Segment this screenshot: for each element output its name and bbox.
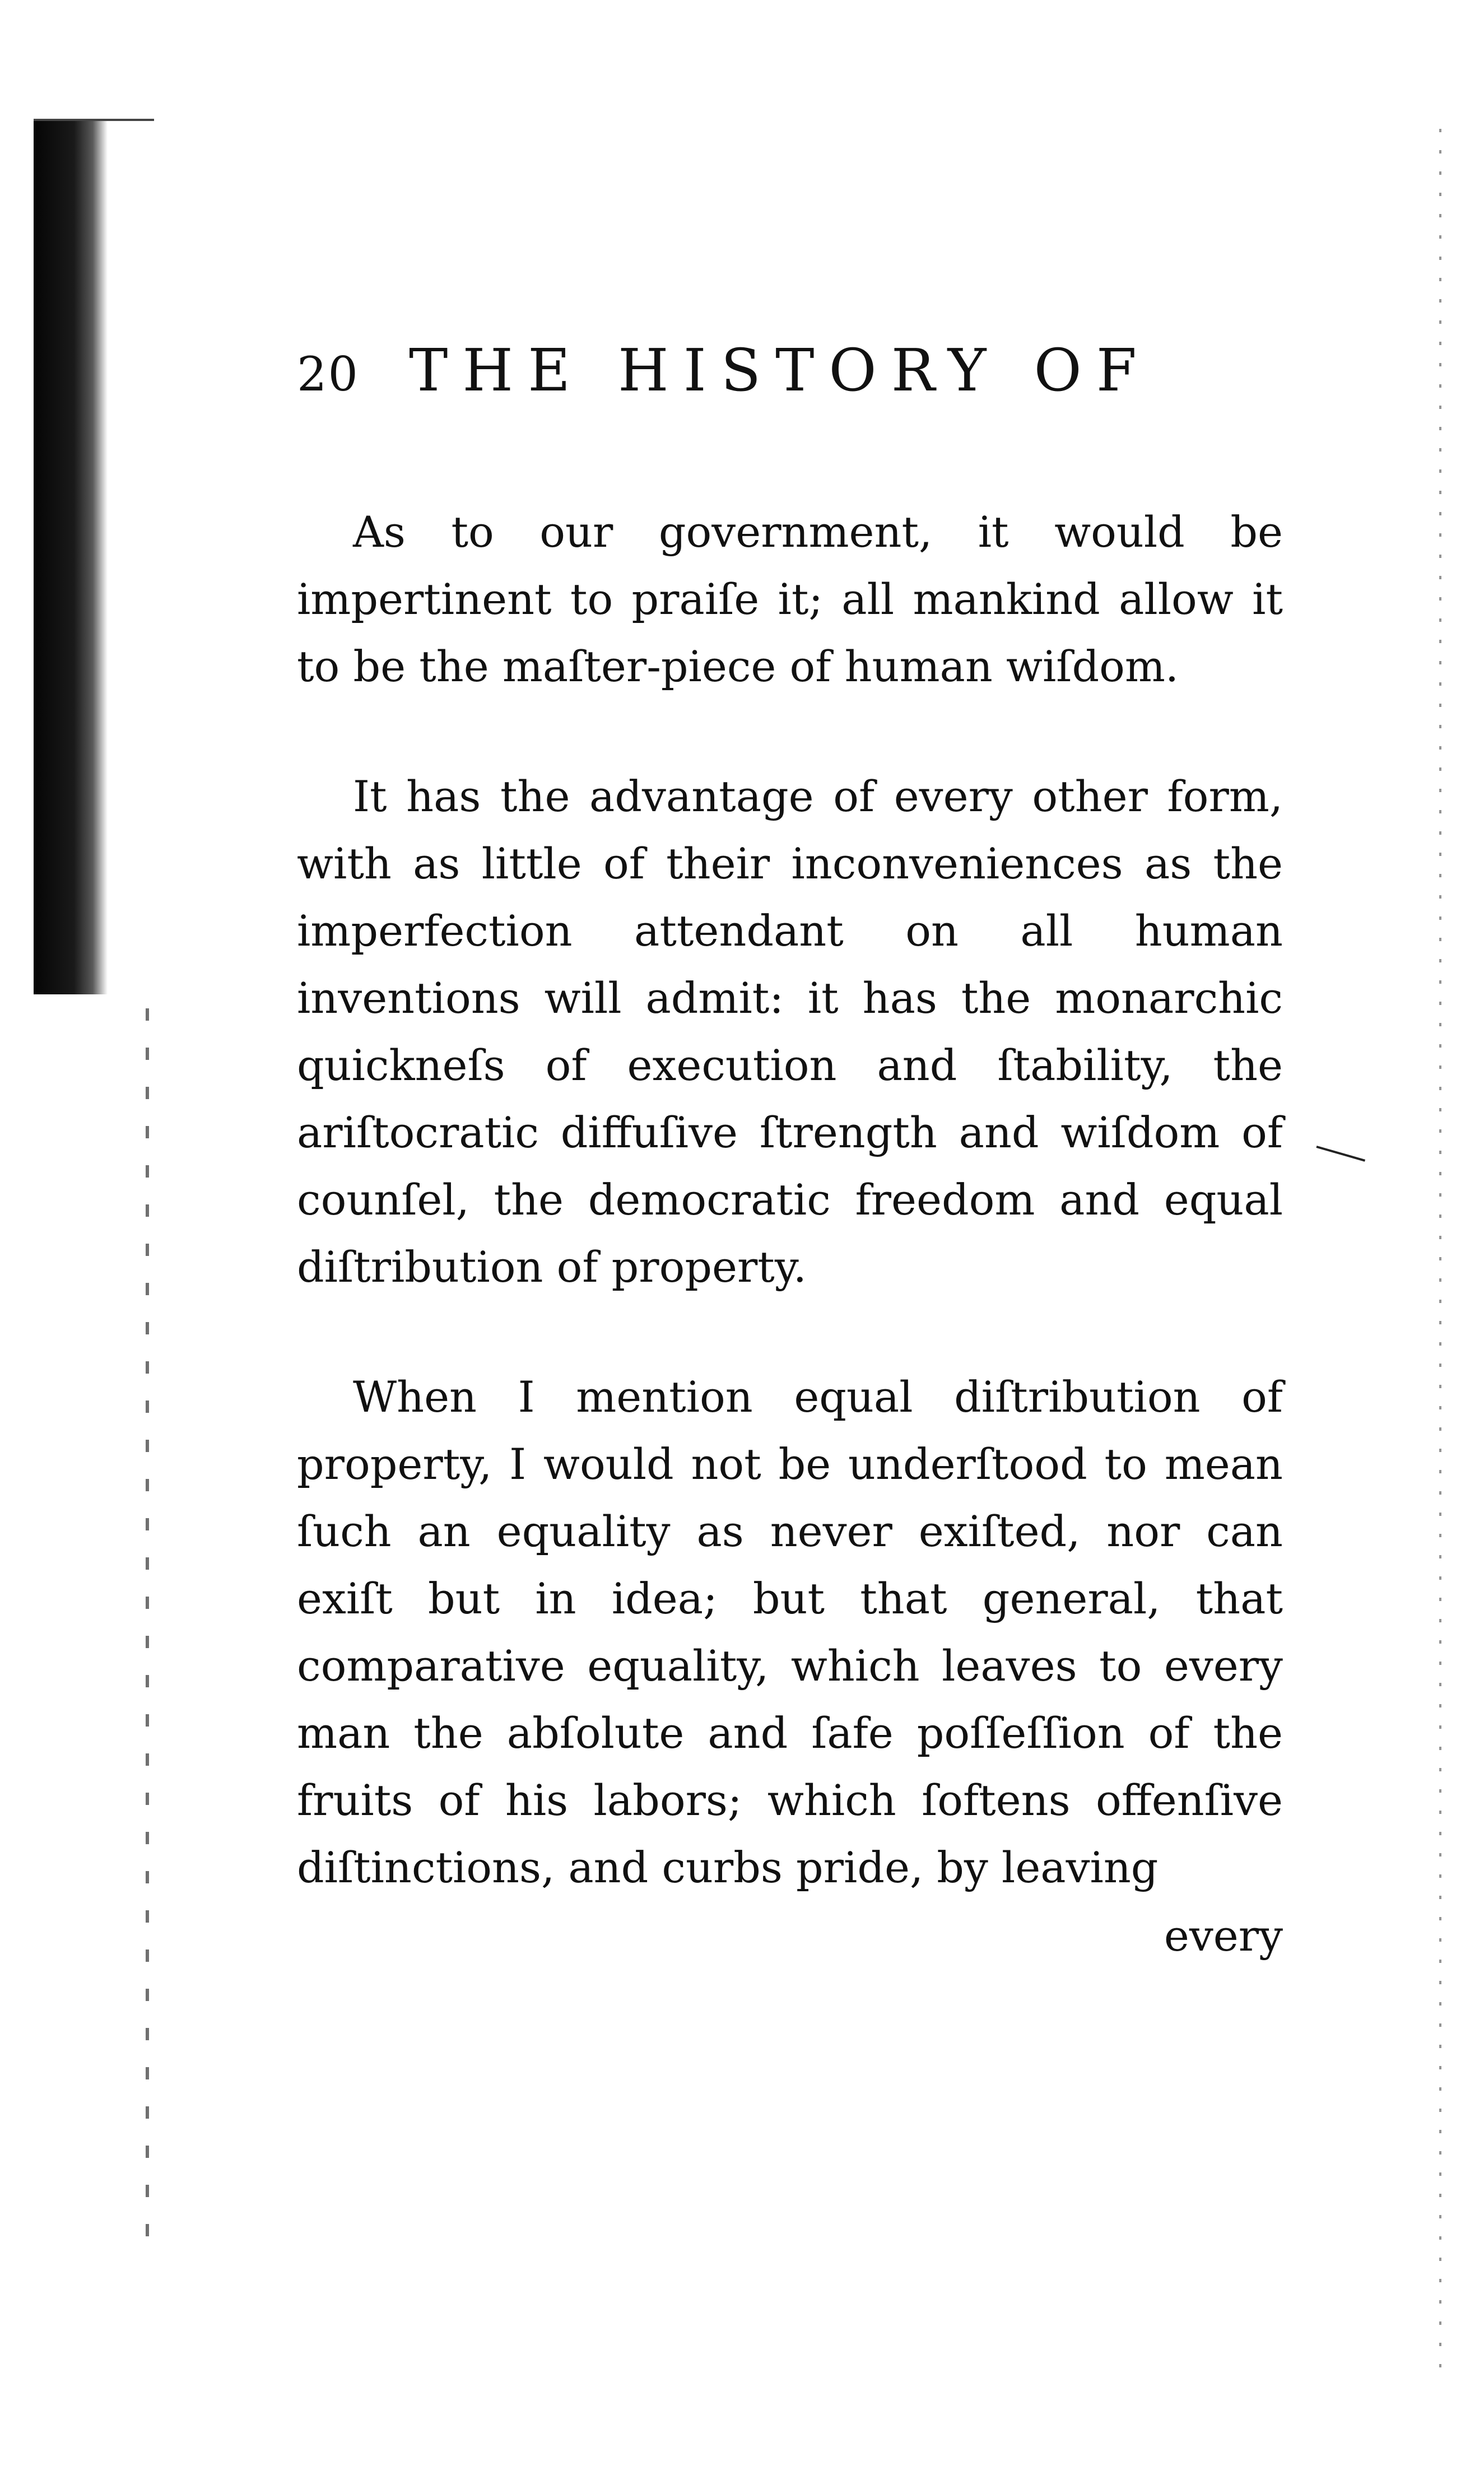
paragraph-government: As to our government, it would be impertinent to praiſe it; all mankind allow it to be the maſter-piece of human wiſdom. xyxy=(297,507,1283,691)
running-title: THE HISTORY OF xyxy=(409,336,1151,404)
catchword: every xyxy=(1164,1911,1283,1961)
book-page xyxy=(297,336,1283,1970)
body-text xyxy=(297,499,1283,1970)
gutter-marks xyxy=(112,1008,151,2241)
stray-ink-mark xyxy=(1316,1146,1365,1162)
paragraph-distribution: When I mention equal diſtribution of property, I would not be underſtood to mean ſuch an equality as never exiſted, nor can exiſt but in idea; but that general, that comparative equality, which leaves to every man the abſolute and ſafe poſſeſſion of the fruits of his labors; which ſoftens offenſive diſtinctions, and curbs pride, by leaving xyxy=(297,1372,1283,1892)
right-edge-speckle xyxy=(1417,129,1467,2370)
paragraph-advantage: It has the advantage of every other form, with as little of their inconveniences as the imperfection attendant on all human inventions will admit: it has the monarchic quickneſs of execution and ſtability, the ariſtocratic diffuſive ſtrength and wiſdom of counſel, the democratic freedom and equal diſtribution of property. xyxy=(297,771,1283,1292)
page-edge-line xyxy=(34,119,154,121)
running-head xyxy=(297,336,1283,415)
binding-shadow xyxy=(34,120,108,994)
page-number: 20 xyxy=(297,347,359,402)
